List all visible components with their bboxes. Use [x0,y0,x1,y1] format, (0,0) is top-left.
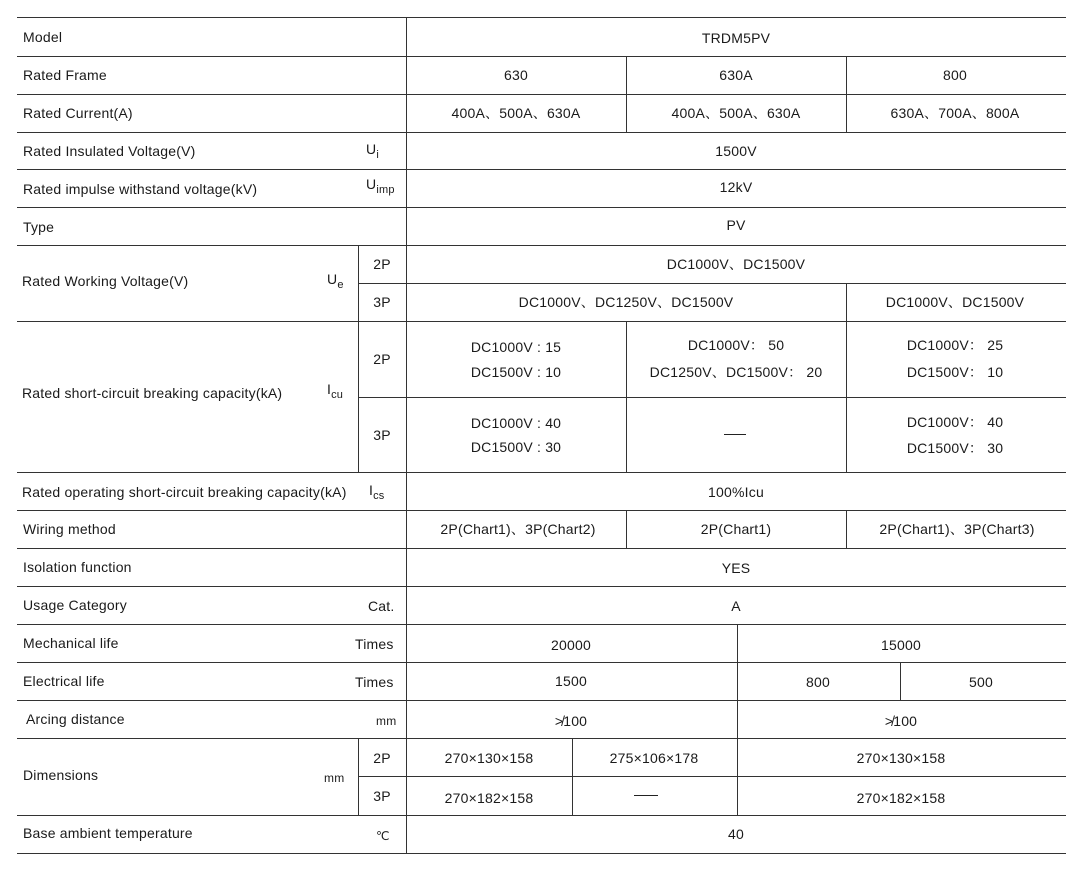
breaking-3p-3-line2: DC1500V： 30 [906,440,1004,456]
rule [17,586,1066,587]
breaking-2p-2-line1: DC1000V： 50 [687,337,785,353]
electrical-value-2: 800 [806,674,830,690]
row-label-type: Type [23,219,55,235]
column-divider [846,283,847,472]
dimensions-3p-1: 270×182×158 [444,790,534,806]
dimensions-2p-2: 275×106×178 [609,750,699,766]
row-label-breaking-capacity: Rated short-circuit breaking capacity(kA) [22,385,283,401]
symbol-uimp: $U_{imp}$ [366,176,395,196]
pole-2p: 2P [373,256,391,272]
dimensions-3p-3: 270×182×158 [856,790,946,806]
pole-3p: 3P [373,427,391,443]
working-voltage-3p-2: DC1000V、DC1500V [885,294,1025,310]
rule [17,662,1066,663]
rule [17,815,1066,816]
symbol-ue: $U_e$ [327,271,344,291]
column-divider [626,510,627,548]
column-divider [846,510,847,548]
rule [17,624,1066,625]
row-label-rated-frame: Rated Frame [23,67,107,83]
mechanical-unit: Times [355,636,394,652]
current-value-1: 400A、500A、630A [451,105,581,121]
not-applicable-dash [634,795,658,796]
rule [17,169,1066,170]
column-divider [900,662,901,700]
electrical-value-1: 1500 [555,673,587,689]
mechanical-value-2: 15000 [881,637,921,653]
wiring-value-3: 2P(Chart1)、3P(Chart3) [879,521,1035,537]
current-value-3: 630A、700A、800A [890,105,1020,121]
column-divider [737,624,738,815]
arcing-value-1: ≯100 [554,713,588,729]
dimensions-2p-3: 270×130×158 [856,750,946,766]
wiring-value-1: 2P(Chart1)、3P(Chart2) [440,521,596,537]
row-label-insulated-voltage: Rated Insulated Voltage(V) [23,143,196,159]
frame-value-2: 630A [719,67,753,83]
breaking-2p-3-line1: DC1000V： 25 [906,337,1004,353]
row-label-wiring-method: Wiring method [23,521,116,537]
ambient-value: 40 [728,826,744,842]
rule-top [17,17,1066,18]
row-label-mechanical-life: Mechanical life [23,635,119,651]
impulse-voltage-value: 12kV [719,179,753,195]
current-value-2: 400A、500A、630A [671,105,801,121]
pole-2p: 2P [373,351,391,367]
working-voltage-2p: DC1000V、DC1500V [666,256,806,272]
pole-3p: 3P [373,788,391,804]
electrical-value-3: 500 [969,674,993,690]
column-divider [626,321,627,472]
row-label-dimensions: Dimensions [23,767,99,783]
operating-capacity-value: 100%Icu [708,484,764,500]
rule [358,283,1066,284]
rule [17,321,1066,322]
row-label-electrical-life: Electrical life [23,673,105,689]
rule [17,245,1066,246]
type-value: PV [726,217,746,233]
breaking-2p-3-line2: DC1500V： 10 [906,364,1004,380]
model-value: TRDM5PV [701,30,771,46]
breaking-2p-1-line1: DC1000V : 15 [470,339,562,355]
symbol-icu: $I_{cu}$ [327,381,344,401]
wiring-value-2: 2P(Chart1) [700,521,772,537]
not-applicable-dash [724,434,746,435]
rule [17,510,1066,511]
symbol-ics: $I_{cs}$ [369,482,385,502]
row-label-working-voltage: Rated Working Voltage(V) [22,273,189,289]
rule [17,207,1066,208]
dimensions-unit: mm [324,771,345,785]
column-divider [846,56,847,132]
column-divider-pole [358,738,359,815]
arcing-unit: mm [376,714,397,728]
isolation-value: YES [721,560,751,576]
rule [17,94,1066,95]
row-label-model: Model [23,29,63,45]
symbol-ui: $U_i$ [366,141,379,161]
column-divider-main [406,17,407,854]
rule [358,397,1066,398]
rule [358,776,1066,777]
row-label-usage-category: Usage Category [23,597,127,613]
insulated-voltage-value: 1500V [715,143,757,159]
arcing-value-2: ≯100 [884,713,918,729]
ambient-unit: ℃ [376,829,390,843]
breaking-2p-1-line2: DC1500V : 10 [470,364,562,380]
column-divider-pole [358,245,359,472]
usage-unit: Cat. [368,598,395,614]
rule [17,548,1066,549]
frame-value-1: 630 [504,67,528,83]
breaking-3p-3-line1: DC1000V： 40 [906,414,1004,430]
row-label-rated-current: Rated Current(A) [23,105,133,121]
row-label-arcing-distance: Arcing distance [26,711,125,727]
rule [17,132,1066,133]
working-voltage-3p-1: DC1000V、DC1250V、DC1500V [518,294,734,310]
breaking-3p-1-line1: DC1000V : 40 [470,415,562,431]
pole-3p: 3P [373,294,391,310]
electrical-unit: Times [355,674,394,690]
column-divider [572,738,573,815]
breaking-3p-1-line2: DC1500V : 30 [470,439,562,455]
rule [17,472,1066,473]
row-label-ambient-temperature: Base ambient temperature [23,825,193,841]
row-label-isolation: Isolation function [23,559,132,575]
rule-bottom [17,853,1066,854]
rule [17,700,1066,701]
row-label-impulse-voltage: Rated impulse withstand voltage(kV) [23,181,258,197]
rule [17,56,1066,57]
column-divider [626,56,627,132]
mechanical-value-1: 20000 [551,637,591,653]
frame-value-3: 800 [943,67,967,83]
pole-2p: 2P [373,750,391,766]
dimensions-2p-1: 270×130×158 [444,750,534,766]
breaking-2p-2-line2: DC1250V、DC1500V： 20 [649,364,823,380]
rule [17,738,1066,739]
usage-value: A [731,598,741,614]
row-label-operating-capacity: Rated operating short-circuit breaking capacity(kA) [22,484,347,500]
